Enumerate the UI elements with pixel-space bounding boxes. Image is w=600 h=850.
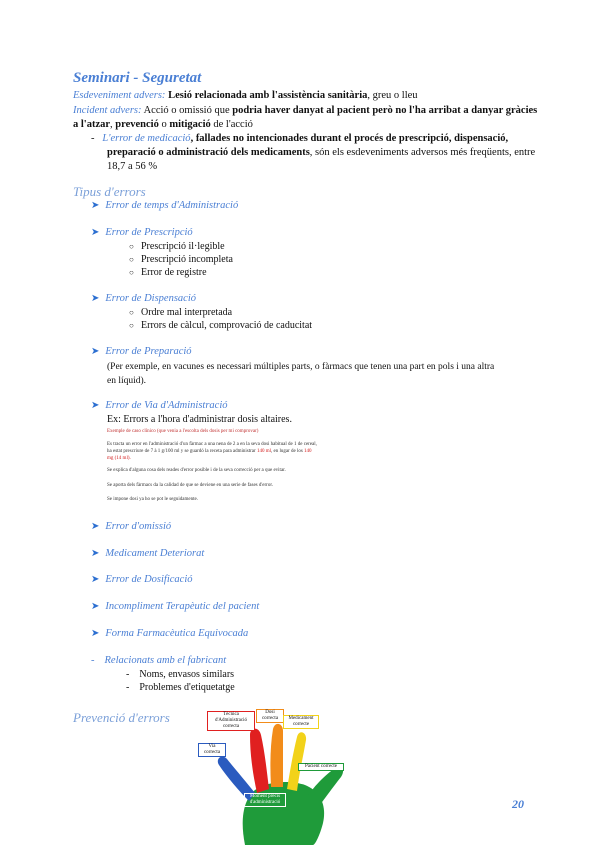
arrow-icon: ➤ — [91, 548, 100, 559]
medication-error-paragraph-cont — [107, 146, 535, 160]
text: , són els esdeveniments adversos més freqüents, entre — [309, 147, 536, 158]
embedded-note — [107, 449, 312, 454]
error-type-label: Incompliment Terapèutic del pacient — [105, 601, 260, 612]
text: 18,7 a 56 % — [107, 161, 158, 172]
error-type-item — [91, 293, 196, 304]
preparation-example: (Per exemple, en vacunes es necessari múltiples parts, o fàrmacs que tenen una part en pols i una altra — [107, 362, 495, 372]
note-highlight: mg (14 ml). — [107, 456, 131, 461]
definition-label: Esdeveniment advers: — [73, 90, 166, 101]
text: de l'acció — [210, 119, 253, 130]
sub-item — [126, 669, 234, 680]
definition-bold: Lesió relacionada amb l'assistència sanitària — [168, 90, 368, 101]
text-bold: preparació o administració dels medicaments — [107, 147, 310, 158]
error-type-item — [91, 655, 226, 666]
error-type-label: Error d'omissió — [105, 521, 172, 532]
text-bold: podria haver danyat al pacient però no l'ha arribat a danyar gràcies — [232, 105, 538, 116]
note-highlight: 140 ml — [256, 449, 271, 454]
definition-adverse-incident-cont — [73, 118, 253, 132]
label-moment — [244, 793, 286, 807]
sub-item-label: Problemes d'etiquetatge — [139, 682, 235, 693]
error-type-label: Error de Preparació — [105, 346, 192, 357]
label-text: Pacient correcte — [304, 764, 338, 769]
error-type-label: Error de Prescripció — [105, 227, 193, 238]
sub-item — [129, 254, 233, 265]
error-type-item — [91, 200, 238, 211]
section-heading-error-types: Tipus d'errors — [73, 184, 146, 199]
label-text: Tècnica d'Administració correcta — [214, 712, 247, 729]
sub-item-label: Noms, envasos similars — [139, 669, 235, 680]
circle-bullet-icon: ○ — [129, 308, 134, 317]
error-type-item — [91, 227, 193, 238]
arrow-icon: ➤ — [91, 293, 100, 304]
note-highlight: 140 — [304, 449, 312, 454]
definition-rest: , greu o lleu — [367, 90, 418, 101]
page-number: 20 — [512, 797, 524, 811]
label-text: Moment precís d'administració — [249, 794, 281, 805]
medication-error-paragraph-end — [107, 160, 157, 174]
definition-adverse-event — [73, 89, 418, 103]
sub-item — [129, 307, 232, 318]
sub-item — [126, 682, 235, 693]
error-type-item — [91, 521, 171, 532]
arrow-icon: ➤ — [91, 521, 100, 532]
label-dose — [256, 709, 284, 723]
text-bold: , fallades no intencionades durant el procés de prescripció, dispensació, — [190, 133, 509, 144]
circle-bullet-icon: ○ — [129, 242, 134, 251]
page-title: Seminari - Seguretat — [73, 70, 202, 86]
arrow-icon: ➤ — [91, 601, 100, 612]
error-type-item — [91, 400, 228, 411]
dash: - — [91, 133, 95, 144]
label-text: Dosi correcta — [261, 710, 279, 721]
thumb-shape — [307, 767, 343, 809]
label-patient — [298, 763, 344, 771]
dash: - — [126, 669, 130, 680]
arrow-icon: ➤ — [91, 574, 100, 585]
error-type-label: Error de Via d'Administració — [105, 400, 228, 411]
medication-error-term: L'error de medicació — [102, 133, 191, 144]
arrow-icon: ➤ — [91, 400, 100, 411]
medication-error-paragraph — [91, 132, 508, 146]
dash: - — [126, 682, 130, 693]
text-bold: mitigació — [169, 119, 211, 130]
section-heading-prevention: Prevenció d'errors — [73, 710, 170, 725]
text-bold: a l'atzar — [73, 119, 111, 130]
arrow-icon: ➤ — [91, 628, 100, 639]
sub-item-label: Error de registre — [141, 267, 207, 278]
sub-item — [129, 241, 225, 252]
sub-item-label: Errors de càlcul, comprovació de caducitat — [141, 320, 313, 331]
label-technique — [207, 711, 255, 731]
text: , — [110, 119, 116, 130]
text: Acció o omissió que — [141, 105, 233, 116]
note-text: ha estat prescriure de 7 à 1 g/100 ml y se guardó la receta para administrar — [107, 449, 257, 454]
red-finger — [250, 729, 269, 793]
arrow-icon: ➤ — [91, 346, 100, 357]
error-type-label: Medicament Deteriorat — [105, 548, 205, 559]
error-type-label: Error de Dispensació — [105, 293, 196, 304]
sub-item-label: Prescripció incompleta — [141, 254, 233, 265]
dash: - — [91, 655, 95, 666]
error-type-item — [91, 548, 204, 559]
label-text: Via correcta — [203, 744, 221, 755]
preparation-example-cont: en líquid). — [107, 376, 147, 386]
definition-adverse-incident — [73, 104, 537, 118]
error-type-label: Error de Dosificació — [105, 574, 193, 585]
arrow-icon: ➤ — [91, 227, 100, 238]
orange-finger — [270, 724, 283, 787]
yellow-finger — [287, 732, 306, 791]
error-type-item — [91, 574, 193, 585]
error-type-item — [91, 601, 259, 612]
label-text: Medicament correcte — [288, 716, 314, 727]
route-example: Ex: Errors a l'hora d'administrar dosis altaires. — [107, 414, 292, 425]
error-type-label: Forma Farmacèutica Equivocada — [105, 628, 249, 639]
error-type-label: Error de temps d'Administració — [105, 200, 239, 211]
embedded-note: Es tracta un error en l'administració d'un fàrmac a una nena de 2 a en la seva dosi habitual de 1 de cereal, — [107, 442, 317, 447]
circle-bullet-icon: ○ — [129, 321, 134, 330]
sub-item — [129, 320, 312, 331]
embedded-note: Se explica d'alguna cosa dels reades d'error posible i de la seva correcció per a que evitar. — [107, 468, 286, 473]
text-bold: prevenció — [115, 119, 159, 130]
circle-bullet-icon: ○ — [129, 255, 134, 264]
embedded-note — [107, 456, 131, 461]
embedded-note: Exemple de caso clínico (que venia a l'escolta dels dosis per mi comprovar) — [107, 429, 259, 434]
error-type-item — [91, 346, 192, 357]
text: o — [158, 119, 170, 130]
error-type-item — [91, 628, 248, 639]
sub-item-label: Ordre mal interpretada — [141, 307, 233, 318]
embedded-note: Se aporta dels fàrmacs da la calidad de que se deviene en una serie de fases d'error. — [107, 483, 273, 488]
note-text: , en lugar de los — [270, 449, 305, 454]
embedded-note: Se impone dosi ya ho se pot le seguidamente. — [107, 497, 198, 502]
sub-item-label: Prescripció il·legible — [141, 241, 225, 252]
error-type-label: Relacionats amb el fabricant — [104, 655, 227, 666]
definition-label: Incident advers: — [73, 105, 142, 116]
label-route — [198, 743, 226, 757]
label-medicament — [283, 715, 319, 729]
arrow-icon: ➤ — [91, 200, 100, 211]
circle-bullet-icon: ○ — [129, 268, 134, 277]
sub-item — [129, 267, 207, 278]
